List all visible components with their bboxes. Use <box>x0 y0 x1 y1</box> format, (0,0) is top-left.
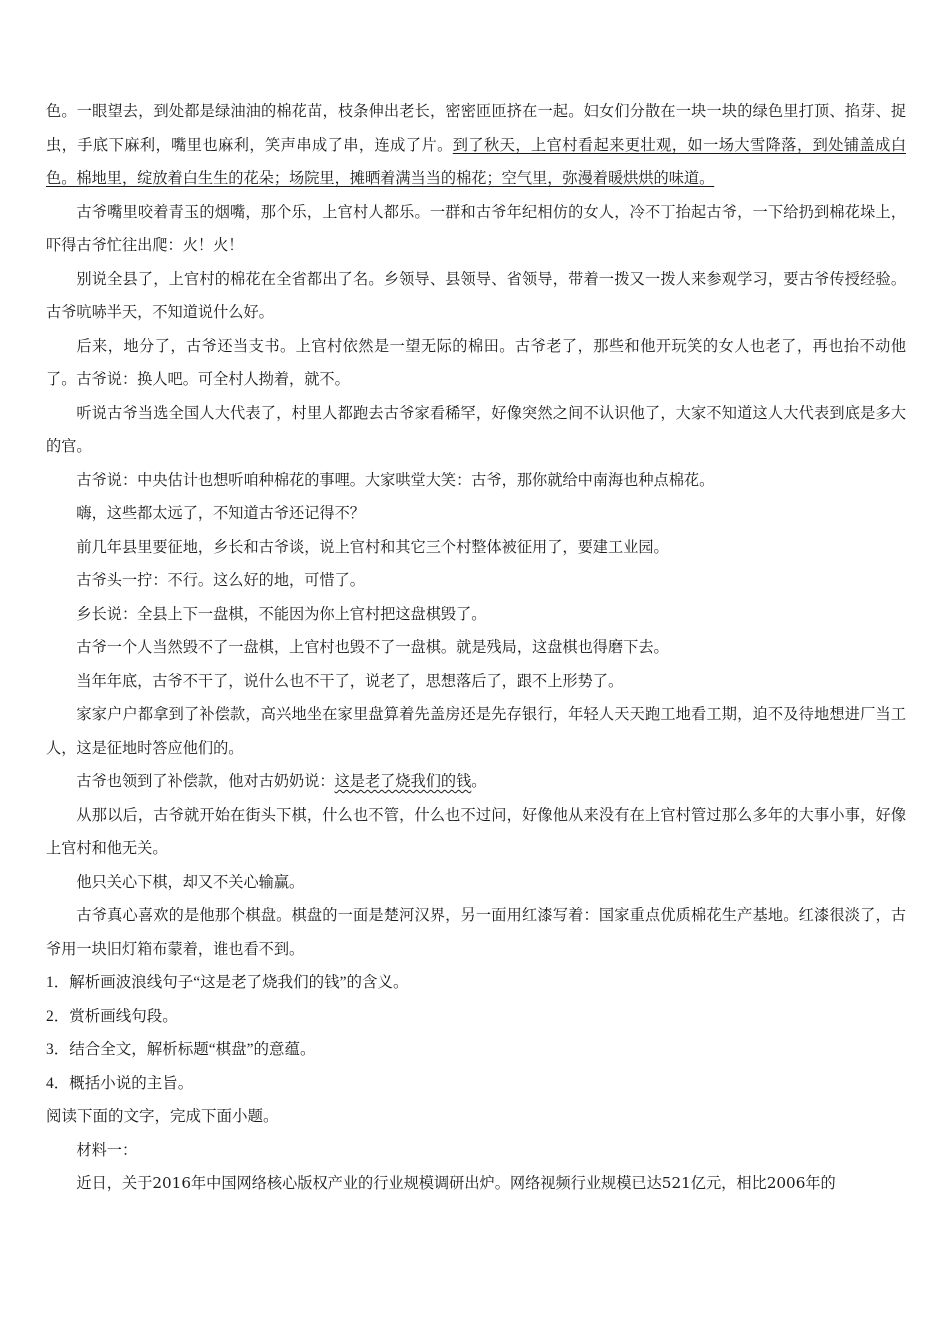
story-paragraph-10: 乡长说：全县上下一盘棋，不能因为你上官村把这盘棋毁了。 <box>76 604 487 623</box>
story-paragraph-14 <box>46 765 906 799</box>
story-paragraph-1 <box>46 95 906 196</box>
story-paragraph-13: 家家户户都拿到了补偿款，高兴地坐在家里盘算着先盖房还是先存银行，年轻人天天跑工地看工期，迫不及待地想进厂当工人，这是征地时答应他们的。 <box>46 705 906 757</box>
story-paragraph-5: 听说古爷当选全国人大代表了，村里人都跑去古爷家看稀罕，好像突然之间不认识他了，大家不知道这人大代表到底是多大的官。 <box>46 403 906 455</box>
story-paragraph-11: 古爷一个人当然毁不了一盘棋，上官村也毁不了一盘棋。就是残局，这盘棋也得磨下去。 <box>76 638 669 656</box>
material-paragraph-1: 近日，关于2016年中国网络核心版权产业的行业规模调研出炉。网络视频行业规模已达521亿元，相比2006年的 <box>76 1174 836 1192</box>
question-2: 2．赏析画线句段。 <box>46 1007 178 1025</box>
paragraph-text: 。 <box>471 772 487 790</box>
story-paragraph-8: 前几年县里要征地，乡长和古爷谈，说上官村和其它三个村整体被征用了，要建工业园。 <box>76 537 669 556</box>
paragraph-text: 色。一眼望去，到处都是绿油油的棉花苗，枝条伸出老长，密密匝匝挤在一起。妇女们分散在一块一块的绿色里打顶、掐芽、捉虫，手底下麻利，嘴里也麻利，笑声串成了串，连成了片。 <box>46 102 906 154</box>
story-paragraph-17: 古爷真心喜欢的是他那个棋盘。棋盘的一面是楚河汉界，另一面用红漆写着：国家重点优质棉花生产基地。红漆很淡了，古爷用一块旧灯箱布蒙着，谁也看不到。 <box>46 906 906 958</box>
story-paragraph-12: 当年年底，古爷不干了，说什么也不干了，说老了，思想落后了，跟不上形势了。 <box>76 671 624 690</box>
story-paragraph-3: 别说全县了，上官村的棉花在全省都出了名。乡领导、县领导、省领导，带着一拨又一拨人来参观学习，要古爷传授经验。古爷吭哧半天，不知道说什么好。 <box>46 269 906 321</box>
story-paragraph-6: 古爷说：中央估计也想听咱种棉花的事哩。大家哄堂大笑：古爷，那你就给中南海也种点棉花。 <box>76 470 715 489</box>
story-paragraph-7: 嗨，这些都太远了，不知道古爷还记得不？ <box>76 504 365 522</box>
reading-instruction: 阅读下面的文字，完成下面小题。 <box>46 1108 279 1125</box>
question-4: 4．概括小说的主旨。 <box>46 1074 194 1092</box>
story-paragraph-4: 后来，地分了，古爷还当支书。上官村依然是一望无际的棉田。古爷老了，那些和他开玩笑的女人也老了，再也抬不动他了。古爷说：换人吧。可全村人拗着，就不。 <box>46 336 906 388</box>
wavy-underlined-sentence: 这是老了烧我们的钱 <box>334 772 472 790</box>
story-paragraph-2: 古爷嘴里咬着青玉的烟嘴，那个乐，上官村人都乐。一群和古爷年纪相仿的女人，冷不丁抬起古爷，一下给扔到棉花垛上，吓得古爷忙往出爬：火！火！ <box>46 202 906 254</box>
story-paragraph-9: 古爷头一拧：不行。这么好的地，可惜了。 <box>76 571 365 589</box>
question-3: 3．结合全文，解析标题“棋盘”的意蕴。 <box>46 1041 316 1058</box>
story-paragraph-15: 从那以后，古爷就开始在街头下棋，什么也不管，什么也不过问，好像他从来没有在上官村管过那么多年的大事小事，好像上官村和他无关。 <box>46 805 906 857</box>
paragraph-text: 古爷也领到了补偿款，他对古奶奶说： <box>76 772 335 790</box>
story-paragraph-16: 他只关心下棋，却又不关心输赢。 <box>76 872 305 891</box>
underlined-passage: 到了秋天，上官村看起来更壮观，如一场大雪降落，到处铺盖成白色。棉地里，绽放着白生生的花朵；场院里，摊晒着满当当的棉花；空气里，弥漫着暖烘烘的味道。 <box>46 135 907 187</box>
material-label: 材料一： <box>76 1140 138 1159</box>
question-1: 1．解析画波浪线句子“这是老了烧我们的钱”的含义。 <box>46 974 409 991</box>
